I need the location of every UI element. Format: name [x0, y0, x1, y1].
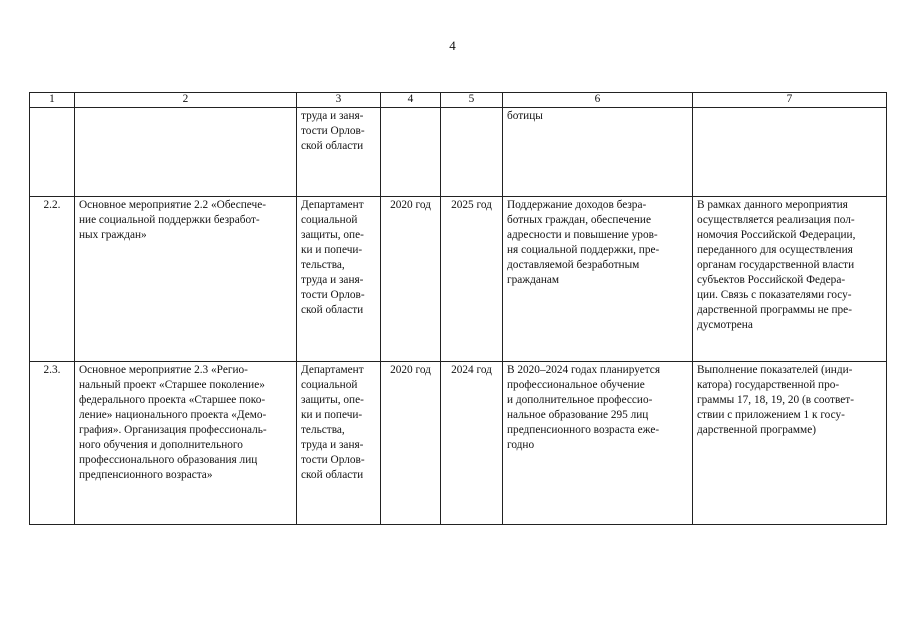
indicator-relation-cell [693, 362, 887, 525]
expected-result-cell [503, 362, 693, 525]
cell-text-line: тельства, [301, 424, 345, 436]
column-header: 4 [381, 93, 441, 108]
cell-text-line: дусмотрена [697, 319, 753, 331]
cell-text-line: социальной [301, 214, 358, 226]
cell-text-line: ции. Связь с показателями госу- [697, 289, 852, 301]
cell-text-line: нальное образование 295 лиц [507, 409, 649, 421]
cell-text-line: адресности и повышение уров- [507, 229, 658, 241]
executor-cell [297, 197, 381, 362]
column-header: 3 [297, 93, 381, 108]
start-year-cell [381, 108, 441, 197]
column-header: 1 [30, 93, 75, 108]
cell-text-line: защиты, опе- [301, 229, 364, 241]
cell-text-line: профессионального образования лиц [79, 454, 258, 466]
cell-text-line: дарственной программе) [697, 424, 816, 436]
cell-text-line: осуществляется реализация пол- [697, 214, 855, 226]
cell-text-line: Основное мероприятие 2.2 «Обеспече- [79, 199, 266, 211]
cell-text-line: Поддержание доходов безра- [507, 199, 647, 211]
activity-name-cell [75, 197, 297, 362]
cell-text-line: катора) государственной про- [697, 379, 840, 391]
column-header: 2 [75, 93, 297, 108]
cell-text-line: граммы 17, 18, 19, 20 (в соответ- [697, 394, 854, 406]
cell-text-line: труда и заня- [301, 274, 364, 286]
column-header: 6 [503, 93, 693, 108]
cell-text-line: тости Орлов- [301, 289, 365, 301]
cell-text-line: ки и попечи- [301, 244, 363, 256]
cell-text-line: Департамент [301, 364, 364, 376]
cell-text-line: Департамент [301, 199, 364, 211]
column-header: 5 [441, 93, 503, 108]
cell-text-line: тости Орлов- [301, 454, 365, 466]
cell-text-line: предпенсионного возраста» [79, 469, 213, 481]
cell-text-line: ние социальной поддержки безработ- [79, 214, 260, 226]
start-year-cell: 2020 год [381, 362, 441, 525]
end-year-cell: 2024 год [441, 362, 503, 525]
cell-text-line: В 2020–2024 годах планируется [507, 364, 661, 376]
cell-text-line: В рамках данного мероприятия [697, 199, 848, 211]
cell-text-line: ных граждан» [79, 229, 147, 241]
row-number-cell [30, 108, 75, 197]
page-number: 4 [449, 38, 456, 53]
cell-text-line: ление» национального проекта «Демо- [79, 409, 267, 421]
cell-text-line: гражданам [507, 274, 560, 286]
program-table [29, 92, 887, 525]
cell-text-line: социальной [301, 379, 358, 391]
cell-text-line: графия». Организация профессиональ- [79, 424, 267, 436]
cell-text-line: дарственной программы не пре- [697, 304, 852, 316]
cell-text-line: ботицы [507, 110, 543, 122]
cell-text-line: субъектов Российской Федера- [697, 274, 846, 286]
cell-text-line: Выполнение показателей (инди- [697, 364, 853, 376]
cell-text-line: органам государственной власти [697, 259, 855, 271]
activity-name-cell [75, 108, 297, 197]
expected-result-cell [503, 197, 693, 362]
cell-text-line: предпенсионного возраста еже- [507, 424, 660, 436]
cell-text-line: номочия Российской Федерации, [697, 229, 856, 241]
header-row [30, 93, 887, 108]
cell-text-line: профессиональное обучение [507, 379, 645, 391]
cell-text-line: ки и попечи- [301, 409, 363, 421]
row-number-cell: 2.3. [30, 362, 75, 525]
expected-result-cell [503, 108, 693, 197]
cell-text-line: доставляемой безработным [507, 259, 640, 271]
cell-text-line: тельства, [301, 259, 345, 271]
cell-text-line: федерального проекта «Старшее поко- [79, 394, 266, 406]
cell-text-line: ской области [301, 140, 364, 152]
column-header: 7 [693, 93, 887, 108]
table-row [30, 362, 887, 525]
end-year-cell [441, 108, 503, 197]
activity-name-cell [75, 362, 297, 525]
cell-text-line: ской области [301, 304, 364, 316]
executor-cell [297, 362, 381, 525]
executor-cell [297, 108, 381, 197]
cell-text-line: ботных граждан, обеспечение [507, 214, 651, 226]
end-year-cell: 2025 год [441, 197, 503, 362]
table-row [30, 108, 887, 197]
table-row [30, 197, 887, 362]
cell-text-line: труда и заня- [301, 110, 364, 122]
cell-text-line: годно [507, 439, 535, 451]
cell-text-line: ня социальной поддержки, пре- [507, 244, 660, 256]
row-number-cell: 2.2. [30, 197, 75, 362]
cell-text-line: нальный проект «Старшее поколение» [79, 379, 265, 391]
cell-text-line: переданного для осуществления [697, 244, 853, 256]
indicator-relation-cell [693, 197, 887, 362]
cell-text-line: и дополнительное профессио- [507, 394, 653, 406]
cell-text-line: Основное мероприятие 2.3 «Регио- [79, 364, 248, 376]
cell-text-line: защиты, опе- [301, 394, 364, 406]
cell-text-line: ствии с приложением 1 к госу- [697, 409, 845, 421]
cell-text-line: труда и заня- [301, 439, 364, 451]
cell-text-line: ской области [301, 469, 364, 481]
cell-text-line: ного обучения и дополнительного [79, 439, 243, 451]
indicator-relation-cell [693, 108, 887, 197]
start-year-cell: 2020 год [381, 197, 441, 362]
cell-text-line: тости Орлов- [301, 125, 365, 137]
